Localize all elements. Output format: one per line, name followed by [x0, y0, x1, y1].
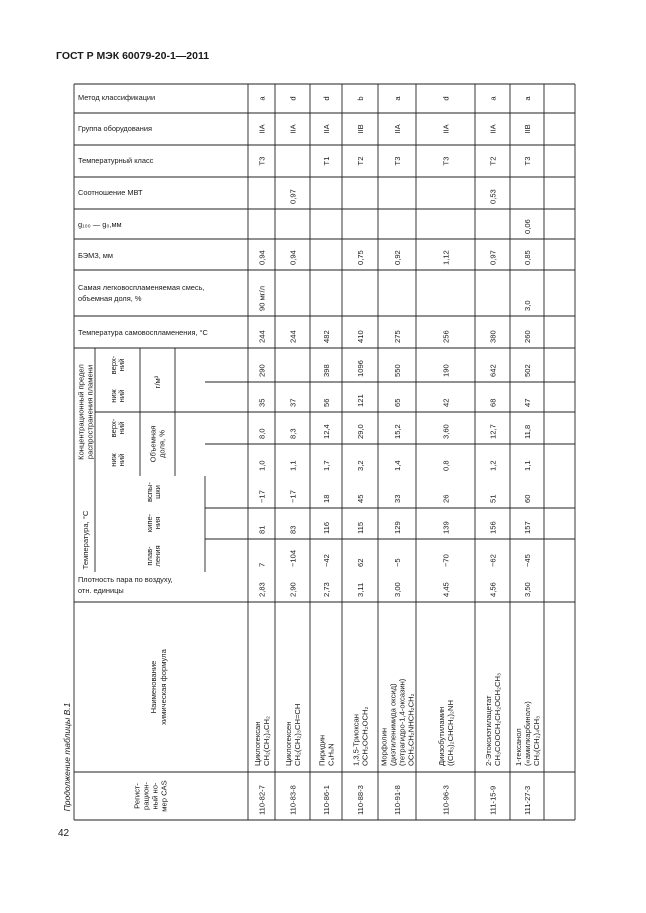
- label-cas-number: мер CAS: [159, 780, 169, 812]
- cell-vu: 15,2: [393, 424, 402, 439]
- cell-cas: 110-86-1: [322, 785, 331, 815]
- cell-melt: −5: [393, 558, 402, 567]
- cell-cas: 110-83-8: [288, 785, 298, 815]
- cell-boil: 81: [257, 525, 267, 534]
- continuation-caption: Продолжение таблицы В.1: [62, 702, 72, 812]
- cell-cas: 110-82-7: [257, 785, 267, 815]
- cell-melt: 62: [356, 558, 365, 567]
- cell-gl: 37: [288, 398, 298, 407]
- cell-tc: T1: [322, 156, 331, 166]
- cell-mesg: 0,92: [393, 250, 402, 265]
- cell-tc: T2: [488, 156, 498, 166]
- label-conc-limit: Концентрационный предел: [76, 364, 86, 460]
- cell-vl: 1,2: [488, 460, 498, 471]
- cell-mesg: 0,94: [288, 250, 298, 265]
- label-melting: ления: [153, 545, 162, 567]
- label-easiest-mix: Самая легковоспламеняемая смесь,: [78, 283, 205, 292]
- cell-cas: 111-27-3: [523, 785, 532, 815]
- cell-name-formula: 1,3,5-Триоксан: [351, 714, 361, 766]
- cell-cas: 110-88-3: [356, 785, 365, 815]
- cell-boil: 83: [288, 525, 298, 534]
- cell-vl: 3,2: [356, 460, 365, 471]
- cell-diff: 0,06: [523, 219, 532, 234]
- cell-easy: 3,0: [523, 300, 532, 311]
- cell-tc: T2: [356, 156, 365, 166]
- cell-name-formula: Циклогексан: [253, 721, 262, 766]
- cell-boil: 139: [441, 521, 451, 534]
- cell-boil: 116: [322, 521, 331, 534]
- cell-flash: −17: [288, 490, 298, 503]
- cell-easy: 90 мг/л: [257, 285, 267, 311]
- label-vapor-density: отн. единицы: [78, 586, 124, 595]
- cell-vd: 3,00: [393, 582, 402, 597]
- cell-grp: IIB: [356, 124, 365, 134]
- cell-boil: 129: [393, 521, 402, 534]
- cell-name-formula: Циклогексен: [284, 721, 293, 766]
- cell-vu: 12,4: [322, 424, 331, 439]
- cell-name-formula: 1-гексанол: [514, 728, 523, 766]
- cell-cas: 110-91-8: [393, 785, 402, 815]
- label-group: Группа оборудования: [78, 124, 152, 133]
- cell-vu: 12,7: [488, 424, 498, 439]
- label-melting: плав-: [145, 546, 154, 566]
- cell-mesg: 1,12: [441, 250, 451, 265]
- cell-gl: 35: [257, 398, 267, 407]
- label-lower: ниж: [109, 389, 118, 403]
- cell-vl: 0,8: [441, 460, 451, 471]
- cell-melt: −45: [523, 554, 532, 567]
- cell-grp: IIA: [488, 124, 498, 134]
- cell-melt: −104: [288, 549, 298, 567]
- cell-flash: 26: [441, 494, 451, 503]
- cell-tc: T3: [441, 156, 451, 166]
- cell-name-formula: (тетрагидро-1,4-оксазин): [397, 678, 407, 766]
- cell-ign: 256: [441, 330, 451, 343]
- cell-name-formula: Пиридин: [317, 734, 327, 766]
- cell-grp: IIB: [523, 124, 532, 134]
- label-boiling: ния: [153, 516, 162, 530]
- cell-vd: 2,90: [288, 582, 298, 597]
- cell-gl: 56: [322, 398, 331, 407]
- cell-ign: 260: [523, 330, 532, 343]
- cell-name-formula: Морфолин: [379, 727, 389, 766]
- cell-vl: 1,1: [523, 460, 532, 471]
- cell-flash: 18: [322, 494, 331, 503]
- cell-vd: 3,11: [356, 582, 365, 597]
- label-name-formula: химическая формула: [159, 649, 168, 725]
- cell-boil: 157: [523, 521, 532, 534]
- cell-meth: b: [356, 96, 365, 101]
- cell-meth: d: [288, 96, 298, 101]
- cell-tc: T3: [393, 156, 402, 166]
- cell-mesg: 0,97: [488, 250, 498, 265]
- cell-gl: 42: [441, 398, 451, 407]
- cell-vl: 1,4: [393, 460, 402, 471]
- cell-flash: 60: [523, 494, 532, 503]
- document-header: ГОСТ Р МЭК 60079-20-1—2011: [56, 50, 210, 62]
- cell-name-formula: Диизобутиламин: [437, 706, 446, 766]
- label-name-formula: Наименование: [149, 660, 158, 714]
- label-g-per-m3: г/м³: [153, 375, 162, 389]
- cell-meth: d: [322, 96, 331, 101]
- cell-name-formula: OCH₂OCH₂OCH₂: [360, 706, 370, 766]
- cell-gu: 1096: [356, 360, 365, 377]
- cell-gu: 550: [393, 364, 402, 377]
- cell-melt: −62: [488, 554, 498, 567]
- cell-vd: 2,83: [257, 582, 267, 597]
- cell-name-formula: CH₂(CH₂)₃CH=CH: [293, 703, 302, 766]
- cell-gl: 47: [523, 398, 532, 407]
- label-upper: верх-: [109, 418, 118, 438]
- label-flash: шки: [153, 485, 162, 499]
- cell-ign: 275: [393, 330, 402, 343]
- cell-grp: IIA: [288, 124, 298, 134]
- cell-vd: 3,50: [523, 582, 532, 597]
- label-easiest-mix: объемная доля, %: [78, 294, 142, 303]
- cell-gl: 121: [356, 394, 365, 407]
- label-lower: ний: [117, 453, 126, 467]
- cell-ign: 410: [356, 330, 365, 343]
- cell-ratio: 0,53: [488, 189, 498, 204]
- cell-gl: 65: [393, 398, 402, 407]
- cell-flash: 33: [393, 494, 402, 503]
- cell-name-formula: C₅H₅N: [326, 743, 336, 766]
- cell-meth: a: [488, 96, 498, 101]
- label-cas-number: ный но-: [150, 782, 160, 810]
- label-temp-class: Температурный класс: [78, 156, 154, 165]
- cell-cas: 110-96-3: [441, 785, 451, 815]
- cell-vd: 4,56: [488, 582, 498, 597]
- cell-name-formula: CH₂(CH₂)₄CH₂: [262, 716, 271, 766]
- label-ignition-temp: Температура самовоспламенения, °С: [78, 328, 208, 337]
- cell-name-formula: ((CH₃)₂CHCH₂)₂NH: [446, 700, 455, 766]
- cell-vl: 1,7: [322, 460, 331, 471]
- cell-name-formula: CH₃COOCH₂CH₂OCH₂CH₃: [493, 672, 502, 766]
- label-mesg: БЭМЗ, мм: [78, 251, 113, 260]
- label-cas-number: Регист-: [132, 783, 142, 809]
- cell-ign: 380: [488, 330, 498, 343]
- cell-tc: T3: [523, 156, 532, 166]
- cell-gu: 398: [322, 364, 331, 377]
- cell-name-formula: («амилкарбинол»): [523, 701, 532, 766]
- cell-gu: 290: [257, 364, 267, 377]
- cell-flash: −17: [257, 490, 267, 503]
- cell-flash: 45: [356, 494, 365, 503]
- cell-grp: IIA: [257, 124, 267, 134]
- label-upper: ний: [117, 421, 126, 435]
- label-upper: ний: [117, 358, 126, 372]
- cell-cas: 111-15-9: [488, 785, 498, 815]
- cell-vu: 3,60: [441, 424, 451, 439]
- label-lower: ний: [117, 389, 126, 403]
- cell-grp: IIA: [322, 124, 331, 134]
- cell-meth: a: [393, 96, 402, 101]
- cell-melt: −42: [322, 554, 331, 567]
- cell-mesg: 0,85: [523, 250, 532, 265]
- cell-meth: a: [257, 96, 267, 101]
- cell-mesg: 0,94: [257, 250, 267, 265]
- cell-vl: 1,0: [257, 460, 267, 471]
- cell-name-formula: (диэтиленимида оксид): [388, 683, 398, 766]
- cell-ratio: 0,97: [288, 189, 298, 204]
- label-diff: g₁₀₀ — g₀,мм: [78, 220, 122, 229]
- label-volume-fraction: доля, %: [157, 429, 167, 459]
- label-flash: вспы-: [145, 482, 154, 502]
- cell-melt: −70: [441, 554, 451, 567]
- cell-melt: 7: [257, 562, 267, 567]
- cell-name-formula: 2-Этоксиэтилацетат: [484, 695, 493, 766]
- cell-vd: 4,45: [441, 582, 451, 597]
- cell-ign: 244: [257, 330, 267, 343]
- cell-gu: 190: [441, 364, 451, 377]
- cell-gu: 642: [488, 364, 498, 377]
- cell-vu: 8,0: [257, 428, 267, 439]
- cell-gl: 68: [488, 398, 498, 407]
- cell-tc: T3: [257, 156, 267, 166]
- cell-vu: 8,3: [288, 428, 298, 439]
- cell-vu: 29,0: [356, 424, 365, 439]
- page-number: 42: [58, 828, 70, 839]
- label-conc-limit: распространения пламени: [85, 364, 95, 460]
- cell-mesg: 0,75: [356, 250, 365, 265]
- cell-grp: IIA: [393, 124, 402, 134]
- label-mesg-ratio: Соотношение МВТ: [78, 188, 143, 197]
- cell-meth: a: [523, 96, 532, 101]
- label-vapor-density: Плотность пара по воздуху,: [78, 575, 173, 584]
- label-cas-number: рацион-: [141, 782, 151, 810]
- cell-name-formula: CH₃(CH₂)₄CH₃: [532, 715, 541, 766]
- cell-name-formula: OCH₂CH₂NHCH₂CH₂: [406, 693, 416, 766]
- cell-vu: 11,8: [523, 424, 532, 439]
- cell-ign: 244: [288, 330, 298, 343]
- cell-meth: d: [441, 96, 451, 101]
- label-upper: верх-: [109, 355, 118, 375]
- label-temperature: Температура, °С: [81, 510, 90, 570]
- label-boiling: кипе-: [145, 513, 154, 533]
- cell-vl: 1,1: [288, 460, 298, 471]
- cell-vd: 2,73: [322, 582, 331, 597]
- cell-boil: 115: [356, 521, 365, 534]
- cell-ign: 482: [322, 330, 331, 343]
- cell-boil: 156: [488, 521, 498, 534]
- cell-grp: IIA: [441, 124, 451, 134]
- cell-flash: 51: [488, 494, 498, 503]
- label-lower: ниж: [109, 453, 118, 467]
- cell-gu: 502: [523, 364, 532, 377]
- label-volume-fraction: Объемная: [148, 425, 158, 463]
- label-method: Метод классификации: [78, 93, 156, 102]
